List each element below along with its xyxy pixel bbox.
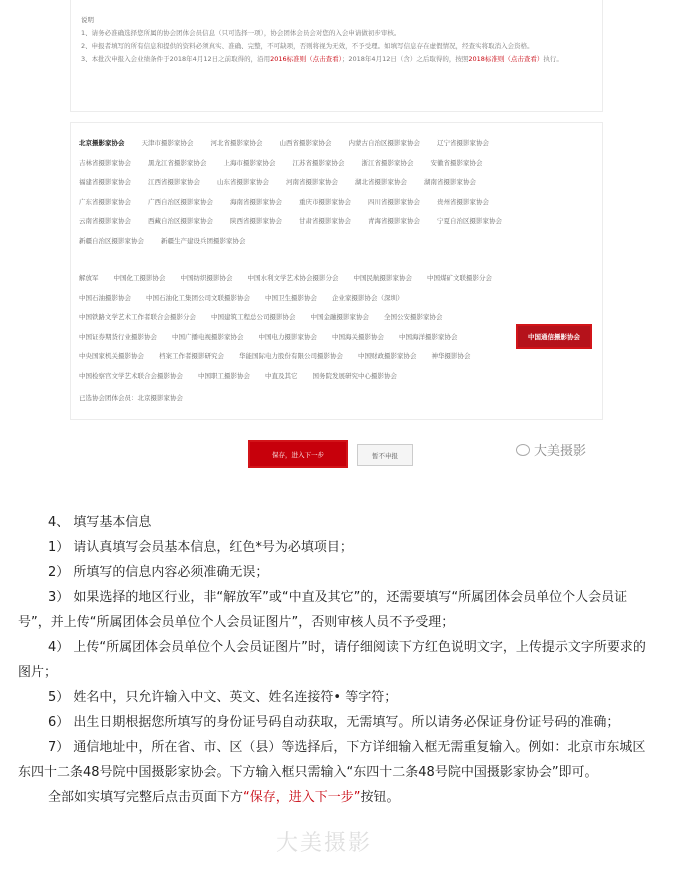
association-option[interactable]: 中国水利文学艺术协会摄影分会 bbox=[247, 274, 339, 283]
association-row bbox=[79, 192, 594, 212]
association-option[interactable]: 湖南省摄影家协会 bbox=[424, 178, 476, 187]
association-option[interactable]: 华能国际电力股份有限公司摄影协会 bbox=[239, 352, 343, 361]
association-option[interactable]: 中国广播电视摄影家协会 bbox=[172, 332, 244, 341]
notice-line-2: 2、申报者填写的所有信息和提供的资料必须真实、准确、完整，不可缺项，否则将视为无效，不予受理。如填写信息存在虚假情况，经查实将取消入会资格。 bbox=[81, 42, 534, 50]
association-selector bbox=[70, 122, 603, 420]
association-option[interactable]: 西藏自治区摄影家协会 bbox=[148, 217, 213, 226]
association-option[interactable]: 中国化工摄影协会 bbox=[113, 274, 166, 283]
association-row bbox=[79, 172, 594, 192]
association-option[interactable]: 广西自治区摄影家协会 bbox=[148, 197, 213, 206]
association-option[interactable]: 中央国家机关摄影协会 bbox=[79, 352, 144, 361]
regional-associations bbox=[79, 133, 594, 250]
association-option[interactable]: 青海省摄影家协会 bbox=[368, 217, 420, 226]
association-option[interactable]: 江苏省摄影家协会 bbox=[292, 158, 345, 167]
association-option[interactable]: 中国煤矿文联摄影分会 bbox=[427, 274, 492, 283]
association-row bbox=[79, 133, 594, 153]
association-option[interactable]: 中国石油化工集团公司文联摄影协会 bbox=[146, 293, 250, 302]
association-row bbox=[79, 288, 594, 308]
association-option[interactable]: 中国金融摄影家协会 bbox=[310, 313, 369, 322]
notice-panel bbox=[70, 0, 603, 112]
paragraph: 5） 姓名中，只允许输入中文、英文、姓名连接符• 等字符； bbox=[48, 690, 398, 705]
association-row bbox=[79, 366, 594, 386]
association-option[interactable]: 甘肃省摄影家协会 bbox=[299, 217, 351, 226]
association-option[interactable]: 新疆生产建设兵团摄影家协会 bbox=[161, 236, 246, 245]
association-row bbox=[79, 268, 594, 288]
association-option[interactable]: 中国纺织摄影协会 bbox=[180, 274, 233, 283]
association-row bbox=[79, 231, 594, 251]
association-option[interactable]: 河南省摄影家协会 bbox=[286, 178, 338, 187]
association-option[interactable]: 北京摄影家协会 bbox=[79, 139, 125, 148]
association-row bbox=[79, 211, 594, 231]
paragraph: 7） 通信地址中，所在省、市、区（县）等选择后，下方详细输入框无需重复输入。例如：北京市东城区东四十二条48号院中国摄影家协会。下方输入框只需输入“东四十二条48号院中国摄影家协会”即可。 bbox=[18, 740, 646, 780]
association-option[interactable]: 中国电力摄影家协会 bbox=[258, 332, 317, 341]
association-row bbox=[79, 327, 594, 347]
association-option[interactable]: 中国石油摄影协会 bbox=[79, 293, 131, 302]
association-option[interactable]: 贵州省摄影家协会 bbox=[437, 197, 489, 206]
rule-2016-link[interactable]: 2016标准则（点击查看） bbox=[270, 55, 342, 63]
association-option[interactable]: 国务院发展研究中心摄影协会 bbox=[312, 371, 397, 380]
association-option[interactable]: 宁夏自治区摄影家协会 bbox=[437, 217, 502, 226]
paragraph: 3） 如果选择的地区行业，非“解放军”或“中直及其它”的，还需要填写“所属团体会员单位个人会员证号”，并上传“所属团体会员单位个人会员证图片”，否则审核人员不予受理； bbox=[18, 590, 628, 630]
association-option[interactable]: 解放军 bbox=[79, 274, 99, 283]
association-option[interactable]: 河北省摄影家协会 bbox=[210, 139, 263, 148]
paragraph: 1） 请认真填写会员基本信息，红色*号为必填项目； bbox=[48, 540, 353, 555]
association-option[interactable]: 神华摄影协会 bbox=[431, 352, 471, 361]
notice-line-1: 1、请务必准确选择您所属的协会团体会员信息（只可选择一项），协会团体会员会对您的入会申请做初步审核。 bbox=[81, 29, 401, 37]
association-option[interactable]: 内蒙古自治区摄影家协会 bbox=[348, 139, 420, 148]
notice-heading: 说明 bbox=[81, 16, 94, 24]
association-option[interactable]: 山西省摄影家协会 bbox=[279, 139, 332, 148]
association-option[interactable]: 中国民航摄影家协会 bbox=[353, 274, 412, 283]
association-option[interactable]: 档案工作者摄影研究会 bbox=[159, 352, 224, 361]
association-option[interactable]: 中国建筑工程总公司摄影协会 bbox=[211, 313, 296, 322]
association-option[interactable]: 陕西省摄影家协会 bbox=[230, 217, 282, 226]
association-option[interactable]: 中国财政摄影家协会 bbox=[358, 352, 417, 361]
paragraph: 2） 所填写的信息内容必须准确无误； bbox=[48, 565, 269, 580]
association-option[interactable]: 四川省摄影家协会 bbox=[368, 197, 420, 206]
association-option[interactable]: 中国检察官文学艺术联合会摄影协会 bbox=[79, 371, 183, 380]
association-option[interactable]: 辽宁省摄影家协会 bbox=[437, 139, 489, 148]
watermark-top: 大美摄影 bbox=[516, 440, 586, 459]
association-option[interactable]: 中国海洋摄影家协会 bbox=[399, 332, 458, 341]
association-option[interactable]: 中国职工摄影协会 bbox=[198, 371, 250, 380]
not-apply-button[interactable]: 暂不申报 bbox=[357, 444, 413, 466]
association-option[interactable]: 上海市摄影家协会 bbox=[223, 158, 276, 167]
association-option[interactable]: 安徽省摄影家协会 bbox=[430, 158, 483, 167]
association-option[interactable]: 中国卫生摄影协会 bbox=[265, 293, 317, 302]
industry-associations bbox=[79, 268, 594, 385]
association-option[interactable]: 湖北省摄影家协会 bbox=[355, 178, 407, 187]
association-row bbox=[79, 153, 594, 173]
association-option[interactable]: 云南省摄影家协会 bbox=[79, 217, 131, 226]
association-option[interactable]: 天津市摄影家协会 bbox=[141, 139, 194, 148]
association-option[interactable]: 新疆自治区摄影家协会 bbox=[79, 236, 144, 245]
notice-line-3: 3、本批次申报入会业绩条件于2018年4月12日之前取得的，沿用2016标准则（点击查看）；2018年4月12日（含）之后取得的，按照2018标准则（点击查看）执行。 bbox=[81, 55, 563, 63]
association-option[interactable]: 广东省摄影家协会 bbox=[79, 197, 131, 206]
association-option[interactable]: 海南省摄影家协会 bbox=[230, 197, 282, 206]
chosen-association: 已选协会团体会员：北京摄影家协会 bbox=[79, 394, 183, 402]
association-option[interactable]: 江西省摄影家协会 bbox=[148, 178, 200, 187]
association-option[interactable]: 浙江省摄影家协会 bbox=[361, 158, 414, 167]
watermark-bottom: 大美摄影 bbox=[276, 831, 373, 856]
association-option[interactable]: 黑龙江省摄影家协会 bbox=[148, 158, 207, 167]
rule-2018-link[interactable]: 2018标准则（点击查看） bbox=[468, 55, 544, 63]
association-option[interactable]: 山东省摄影家协会 bbox=[217, 178, 269, 187]
step-heading: 4、 填写基本信息 bbox=[48, 515, 152, 530]
association-option[interactable]: 重庆市摄影家协会 bbox=[299, 197, 351, 206]
save-next-button[interactable]: 保存，进入下一步 bbox=[248, 440, 348, 468]
highlighted-association-option[interactable]: 中国通信摄影协会 bbox=[516, 324, 592, 349]
paragraph: 全部如实填写完整后点击页面下方“保存，进入下一步”按钮。 bbox=[48, 790, 400, 805]
association-option[interactable]: 企业家摄影协会（深圳） bbox=[332, 293, 404, 302]
wechat-icon bbox=[516, 444, 530, 456]
association-option[interactable]: 中国铁路文学艺术工作者联合会摄影分会 bbox=[79, 313, 196, 322]
article-text bbox=[18, 510, 658, 810]
paragraph: 6） 出生日期根据您所填写的身份证号码自动获取，无需填写。所以请务必保证身份证号码的准确； bbox=[48, 715, 620, 730]
association-option[interactable]: 中直及其它 bbox=[265, 371, 298, 380]
association-option[interactable]: 全国公安摄影家协会 bbox=[384, 313, 443, 322]
association-row bbox=[79, 346, 594, 366]
association-option[interactable]: 吉林省摄影家协会 bbox=[79, 158, 131, 167]
association-option[interactable]: 福建省摄影家协会 bbox=[79, 178, 131, 187]
paragraph: 4） 上传“所属团体会员单位个人会员证图片”时，请仔细阅读下方红色说明文字，上传提示文字所要求的图片； bbox=[18, 640, 646, 680]
association-option[interactable]: 中国证券期货行业摄影协会 bbox=[79, 332, 157, 341]
association-option[interactable]: 中国海关摄影协会 bbox=[332, 332, 384, 341]
